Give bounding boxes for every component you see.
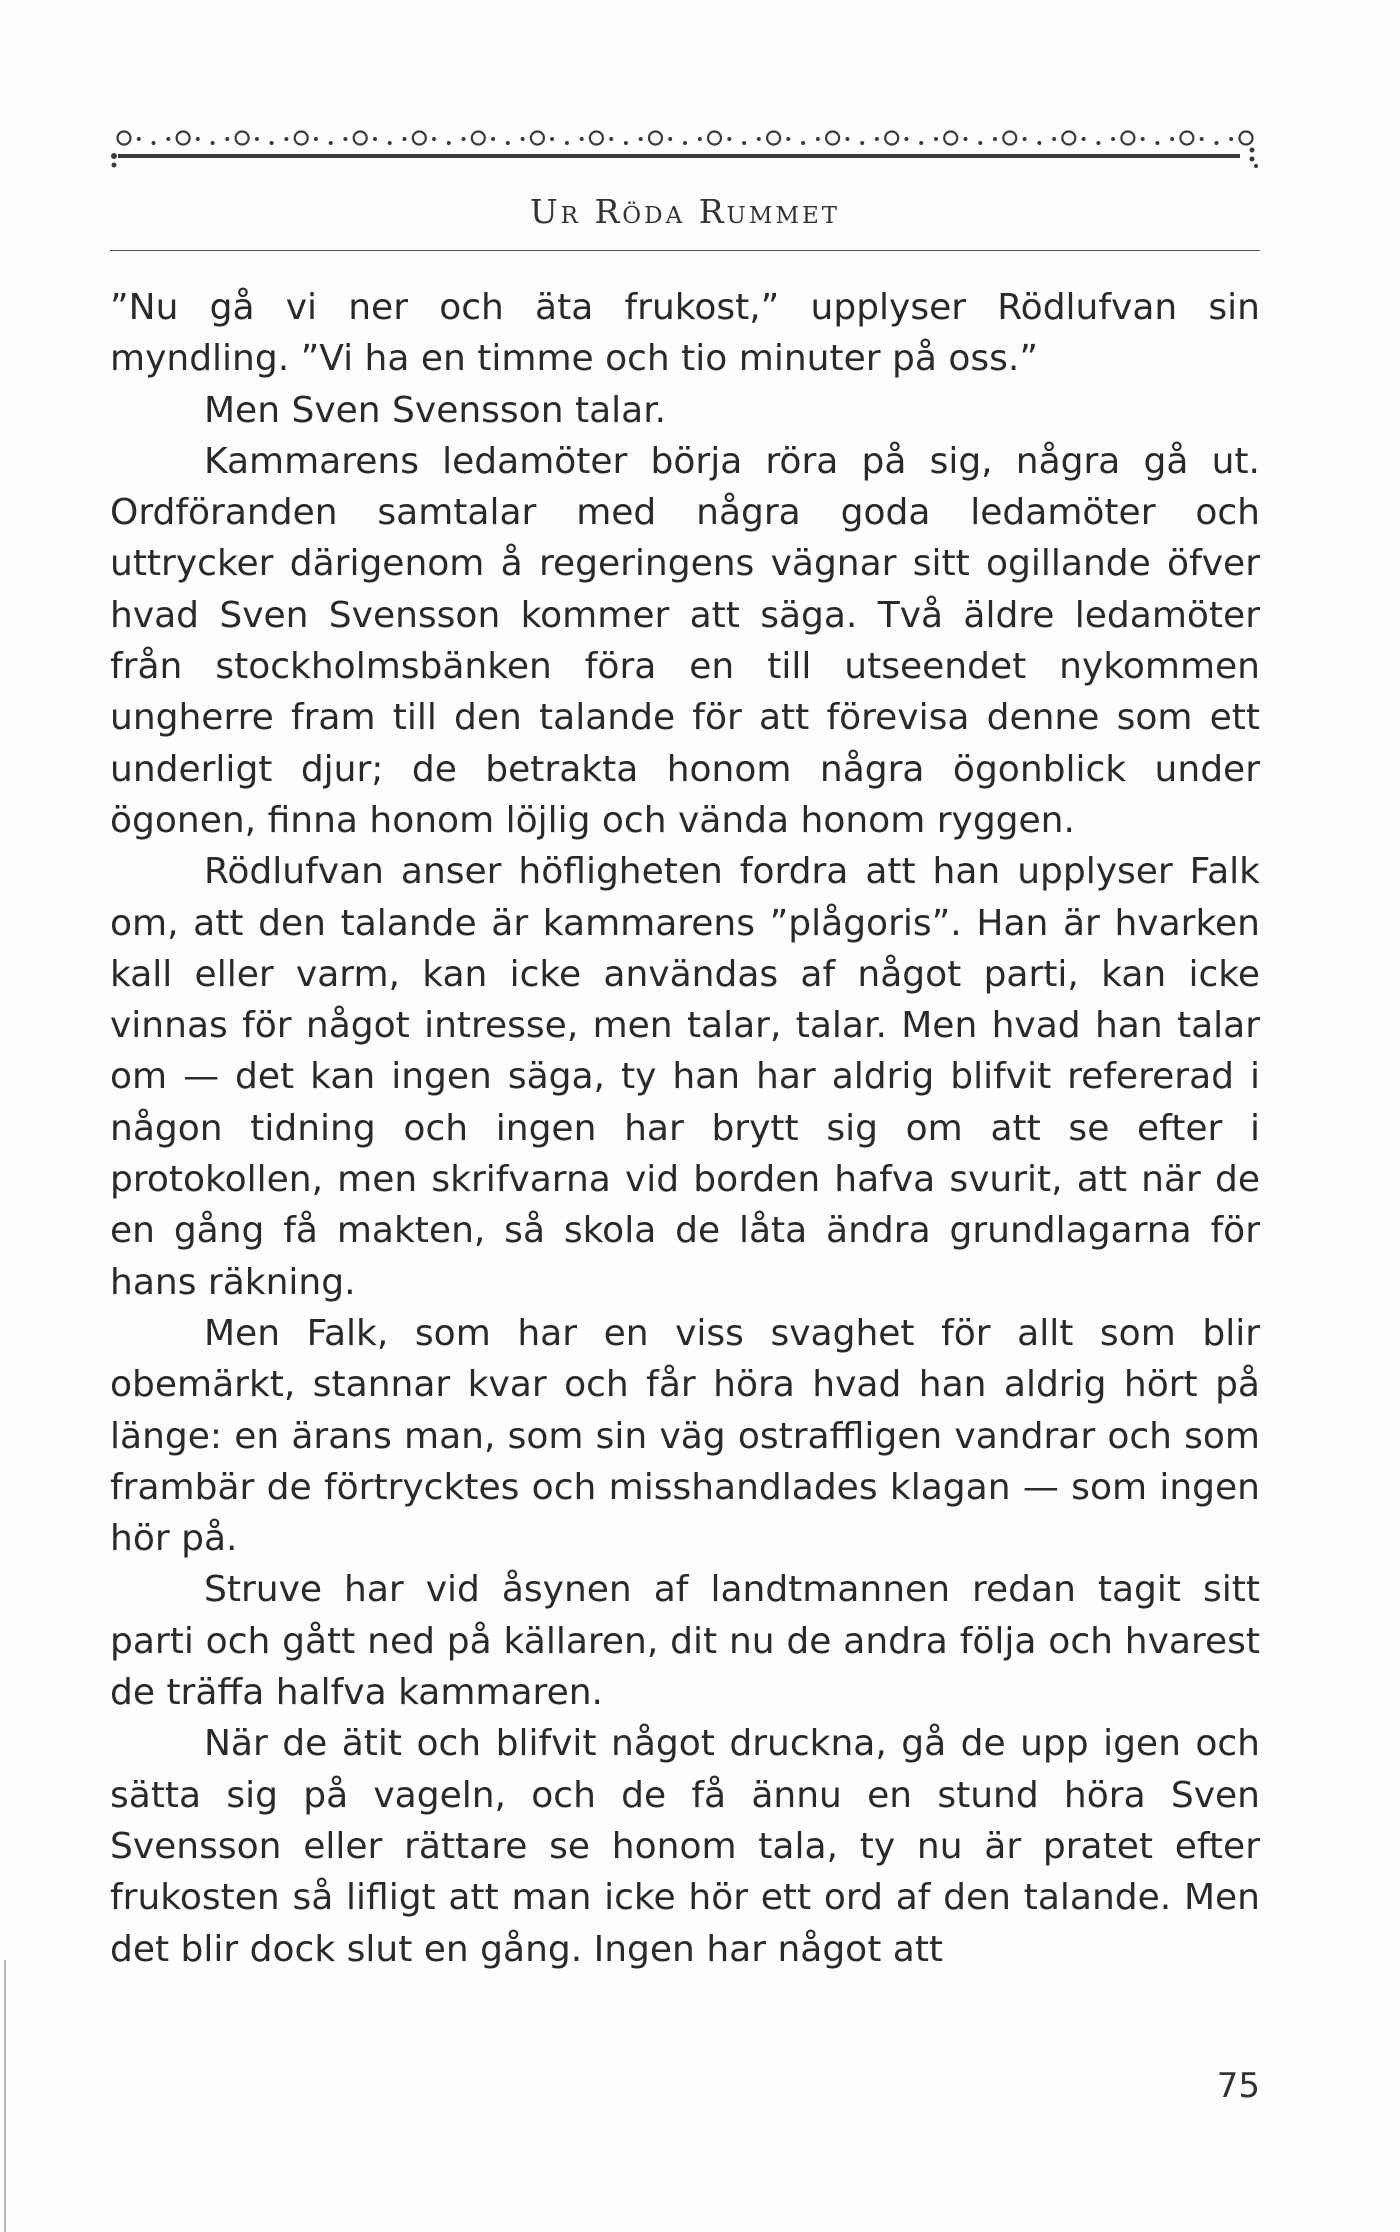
ornament-dot bbox=[403, 137, 407, 141]
ornament-dot bbox=[1155, 141, 1159, 145]
ornament-dot bbox=[1200, 137, 1204, 141]
ornament-dot bbox=[624, 141, 628, 145]
ornament-dot bbox=[639, 137, 643, 141]
ornament-ring bbox=[767, 132, 780, 145]
ornament-dot bbox=[1215, 141, 1219, 145]
ornament-dot bbox=[565, 141, 569, 145]
ornament-dot bbox=[683, 141, 687, 145]
ornament-dot bbox=[978, 141, 982, 145]
ornament-dot bbox=[1111, 137, 1115, 141]
running-head: Ur Röda Rummet bbox=[529, 192, 841, 231]
ornament-dot bbox=[432, 137, 436, 141]
ornament-ring bbox=[1062, 132, 1075, 145]
ornament-dot bbox=[491, 137, 495, 141]
ornament-dot bbox=[742, 141, 746, 145]
ornament-dot bbox=[314, 137, 318, 141]
ornament-ring bbox=[236, 132, 249, 145]
ornament-dot bbox=[801, 141, 805, 145]
ornament-dot bbox=[668, 137, 672, 141]
ornament-dot bbox=[919, 141, 923, 145]
ornament-ring bbox=[708, 132, 721, 145]
ornament-dot bbox=[255, 137, 259, 141]
ornament-dot bbox=[166, 137, 170, 141]
ornament-ring bbox=[118, 132, 131, 145]
ornament-ring bbox=[590, 132, 603, 145]
ornament-ring bbox=[826, 132, 839, 145]
ornament-ring bbox=[295, 132, 308, 145]
ornament-dot bbox=[964, 137, 968, 141]
paragraph: Rödlufvan anser höfligheten fordra att han upplyser Falk om, att den talande är kammarens ”plågoris”. Han är hvarken kall eller varm, kan icke användas af något parti, kan icke vinnas för något intresse, men talar, talar. Men hvad han talar om — det kan ingen säga, ty han har aldrig blifvit refererad i någon tidning och ingen har brytt sig om att se efter i protokollen, men skrifvarna vid borden hafva svurit, att när de en gång få makten, så skola de låta ändra grundlagarna för hans räkning. bbox=[110, 851, 1260, 1303]
paragraph: Kammarens ledamöter börja röra på sig, några gå ut. Ordföranden samtalar med några goda ledamöter och uttrycker därigenom å regeringens vägnar sitt ogillande öfver hvad Sven Svensson kommer att säga. Två äldre ledamöter från stockholmsbänken föra en till utseendet nykommen ungherre fram till den talande för att förevisa denne som ett underligt djur; de betrakta honom några ögonblick under ögonen, finna honom löjlig och vända honom ryggen. bbox=[110, 440, 1260, 841]
ornament-dot bbox=[284, 137, 288, 141]
ornament-dot bbox=[786, 137, 790, 141]
ornament-dot bbox=[1170, 137, 1174, 141]
ornament-dot bbox=[521, 137, 525, 141]
paragraph: ”Nu gå vi ner och äta frukost,” upplyser Rödlufvan sin myndling. ”Vi ha en timme och tio minuter på oss.” bbox=[110, 287, 1260, 380]
ornament-dot bbox=[506, 141, 510, 145]
ornament-dot bbox=[993, 137, 997, 141]
ornament-dot bbox=[373, 137, 377, 141]
ornament-ring bbox=[472, 132, 485, 145]
paragraph: Men Falk, som har en viss svaghet för allt som blir obemärkt, stannar kvar och får höra hvad han aldrig hört på länge: en ärans man, som sin väg ostraffligen vandrar och som frambär de förtrycktes och misshandlades klagan — som ingen hör på. bbox=[110, 1312, 1260, 1560]
chain-dot-ornament bbox=[110, 118, 1260, 168]
ornament-dot bbox=[225, 137, 229, 141]
ornament-dot bbox=[196, 137, 200, 141]
running-head-rule bbox=[110, 250, 1260, 251]
ornament-dot bbox=[1023, 137, 1027, 141]
ornament-dot bbox=[580, 137, 584, 141]
ornament-dot bbox=[875, 137, 879, 141]
book-page bbox=[110, 0, 1260, 2232]
ornament-ring bbox=[177, 132, 190, 145]
ornament-ring bbox=[1003, 132, 1016, 145]
paragraph: Struve har vid åsynen af landtmannen redan tagit sitt parti och gått ned på källaren, dit nu de andra följa och hvarest de träffa halfva kammaren. bbox=[110, 1569, 1260, 1714]
ornament-dot bbox=[727, 137, 731, 141]
ornament-dot bbox=[1037, 141, 1041, 145]
paragraph: När de ätit och blifvit något druckna, gå de upp igen och sätta sig på vageln, och de få ännu en stund höra Sven Svensson eller rättare se honom tala, ty nu är pratet efter frukosten så lifligt att man icke hör ett ord af den talande. Men det blir dock slut en gång. Ingen har något att bbox=[110, 1723, 1260, 1970]
ornament-dot bbox=[388, 141, 392, 145]
body-text bbox=[110, 282, 1260, 1975]
ornament-ring bbox=[1240, 132, 1253, 145]
ornament-dot bbox=[904, 137, 908, 141]
ornament-dot bbox=[1052, 137, 1056, 141]
ornament-dot bbox=[934, 137, 938, 141]
ornament-ring bbox=[1180, 132, 1193, 145]
ornament-dot bbox=[757, 137, 761, 141]
ornament-ring bbox=[649, 132, 662, 145]
ornament-dot bbox=[462, 137, 466, 141]
ornament-ring bbox=[885, 132, 898, 145]
ornament-ring bbox=[944, 132, 957, 145]
ornament-dot bbox=[211, 141, 215, 145]
ornament-dot bbox=[845, 137, 849, 141]
ornament-dot bbox=[1082, 137, 1086, 141]
ornament-dot bbox=[152, 141, 156, 145]
ornament-dot bbox=[816, 137, 820, 141]
ornament-ring bbox=[413, 132, 426, 145]
ornament-ring bbox=[354, 132, 367, 145]
ornament-dot bbox=[550, 137, 554, 141]
ornament-dot bbox=[698, 137, 702, 141]
paragraph: Men Sven Svensson talar. bbox=[204, 389, 667, 431]
ornament-ring bbox=[531, 132, 544, 145]
ornament-dot bbox=[270, 141, 274, 145]
page-number: 75 bbox=[1216, 2066, 1260, 2106]
ornament-dot bbox=[137, 137, 141, 141]
ornament-dot bbox=[329, 141, 333, 145]
ornament-dot bbox=[343, 137, 347, 141]
ornament-dot bbox=[1096, 141, 1100, 145]
ornament-dot bbox=[860, 141, 864, 145]
ornament-ring bbox=[1121, 132, 1134, 145]
ornament-dot bbox=[609, 137, 613, 141]
ornament-dot bbox=[1141, 137, 1145, 141]
gutter-mark bbox=[4, 1960, 6, 2232]
ornament-dot bbox=[447, 141, 451, 145]
ornament-dot bbox=[1229, 137, 1233, 141]
